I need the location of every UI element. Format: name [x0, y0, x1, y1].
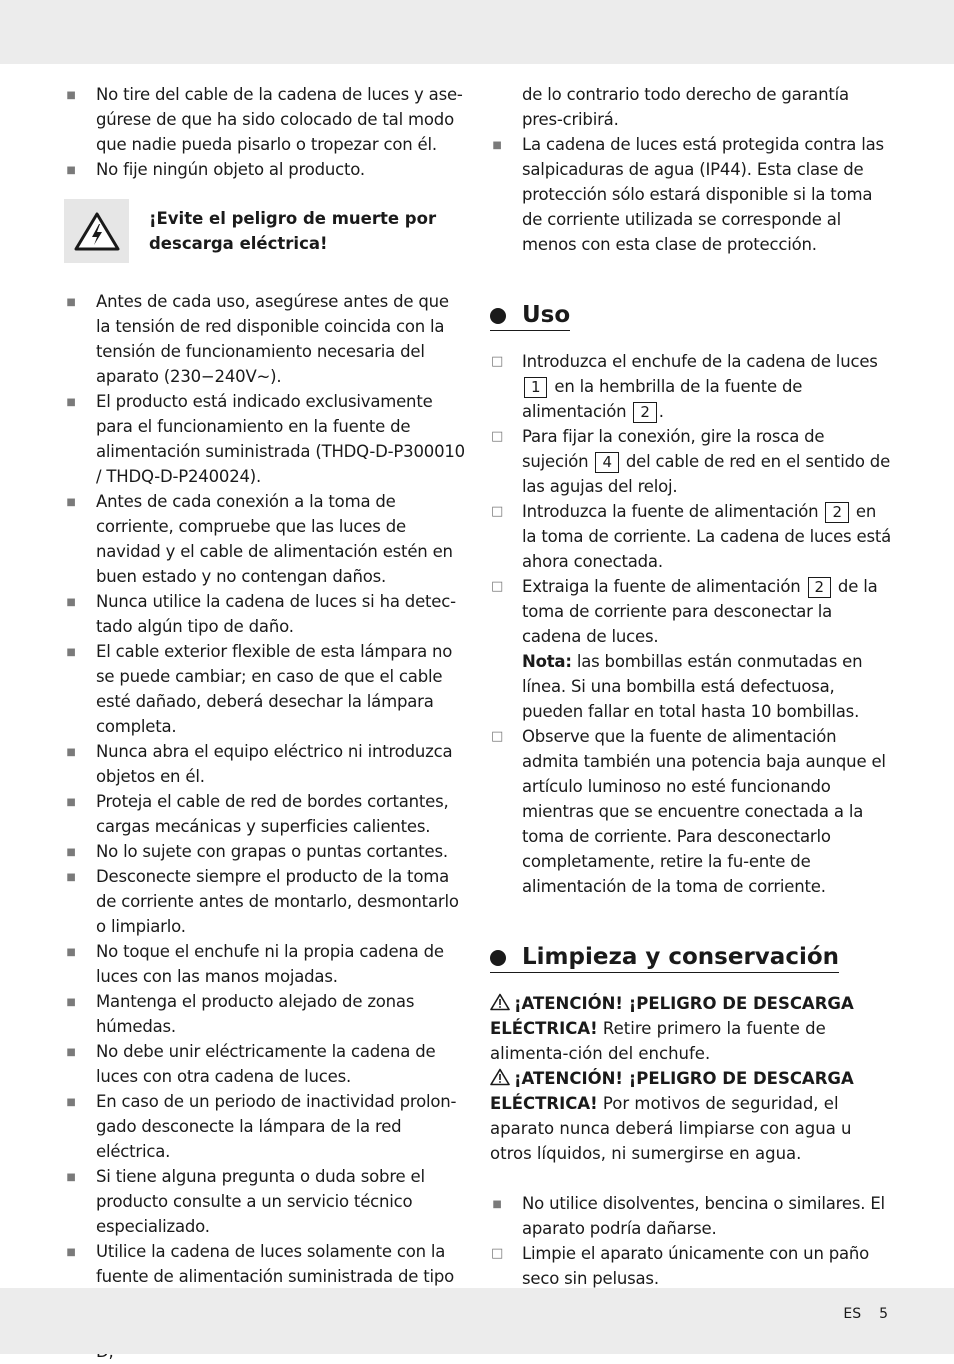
list-item: ■ Desconecte siempre el producto de la toma de corriente antes de montarlo, desmontarlo o limpiarlo. — [64, 864, 466, 939]
checkbox-icon — [490, 499, 504, 524]
checkbox-icon — [490, 1241, 504, 1266]
checkbox-icon — [490, 424, 504, 449]
cleaning-list — [490, 1191, 892, 1291]
step-item: □ Introduzca la fuente de alimentación 2 en la toma de corriente. La cadena de luces está ahora conectada. — [490, 499, 892, 574]
bullet-square-icon — [64, 589, 78, 615]
list-item: ■ No lo sujete con grapas o puntas cortantes. — [64, 839, 466, 864]
page-number: 5 — [879, 1306, 888, 1322]
top-bar — [0, 0, 954, 64]
bullet-square-icon — [64, 864, 78, 890]
bottom-bar — [0, 1288, 954, 1354]
list-item: ■ No tire del cable de la cadena de luces y ase-gúrese de que ha sido colocado de tal modo que nadie pueda pisarlo o tropezar con él. — [64, 82, 466, 157]
bullet-square-icon — [64, 839, 78, 865]
bullet-dot-icon — [490, 950, 506, 966]
page-footer — [825, 1306, 888, 1322]
high-voltage-warning-icon — [64, 199, 129, 263]
list-item: ■ Mantenga el producto alejado de zonas húmedas. — [64, 989, 466, 1039]
note-label: Nota: — [522, 652, 572, 671]
list-item: ■ No fije ningún objeto al producto. — [64, 157, 466, 182]
list-item: ■ No toque el enchufe ni la propia cadena de luces con las manos mojadas. — [64, 939, 466, 989]
part-number: 4 — [595, 452, 618, 473]
checkbox-icon — [490, 724, 504, 749]
list-item: ■ Utilice la cadena de luces solamente con la fuente de alimentación suministrada de tipo — [64, 1239, 466, 1364]
right-column — [490, 82, 892, 1291]
part-number: 2 — [808, 577, 831, 598]
bullet-square-icon — [64, 1239, 78, 1265]
bullet-square-icon — [64, 739, 78, 765]
step-item: □ Extraiga la fuente de alimentación 2 de la toma de corriente para desconectar la cadena de luces. Nota: las bombillas están conmutadas en línea. Si una bombilla está defectuosa, pueden fallar en total hasta 10 bombillas. — [490, 574, 892, 724]
bullet-square-icon — [64, 639, 78, 665]
warning-paragraph: ¡ATENCIÓN! ¡PELIGRO DE DESCARGA ELÉCTRICA! Por motivos de seguridad, el aparato nunca deberá limpiarse con agua u otros líquidos, ni sumergirse en agua. — [490, 1069, 854, 1163]
bullet-square-icon — [64, 1089, 78, 1115]
warning-triangle-icon — [490, 1068, 510, 1086]
electric-shock-warning — [64, 199, 466, 263]
list-item: ■ Nunca abra el equipo eléctrico ni introduzca objetos en él. — [64, 739, 466, 789]
checkbox-icon — [490, 349, 504, 374]
usage-steps — [490, 349, 892, 899]
list-item: ■ Nunca utilice la cadena de luces si ha detec-tado algún tipo de daño. — [64, 589, 466, 639]
list-item: ■ No utilice disolventes, bencina o similares. El aparato podría dañarse. — [490, 1191, 892, 1241]
step-item: □ Para fijar la conexión, gire la rosca de sujeción 4 del cable de red en el sentido de las agujas del reloj. — [490, 424, 892, 499]
safety-list-b — [64, 289, 466, 1364]
list-item: ■ Antes de cada uso, asegúrese antes de que la tensión de red disponible coincida con la tensión de funcionamiento necesaria del aparato (230−240V~). — [64, 289, 466, 389]
list-item: ■ Antes de cada conexión a la toma de corriente, compruebe que las luces de navidad y el cable de alimentación estén en buen estado y no contengan daños. — [64, 489, 466, 589]
bullet-square-icon — [64, 789, 78, 815]
safety-list-c — [490, 82, 892, 257]
language-code: ES — [843, 1306, 862, 1322]
bullet-dot-icon — [490, 308, 506, 324]
bullet-square-icon — [64, 289, 78, 315]
list-item: ■ En caso de un periodo de inactividad prolon-gado desconecte la lámpara de la red eléctrica. — [64, 1089, 466, 1164]
checkbox-icon — [490, 574, 504, 599]
bullet-square-icon — [64, 939, 78, 965]
list-item: ■ La cadena de luces está protegida contra las salpicaduras de agua (IP44). Esta clase de protección sólo estará disponible si la toma de corriente utilizada se corresponde al menos con esta clase de protección. — [490, 132, 892, 257]
step-item: □ Introduzca el enchufe de la cadena de luces 1 en la hembrilla de la fuente de alimentación 2 . — [490, 349, 892, 424]
step-item: □ Observe que la fuente de alimentación admita también una potencia baja aunque el artículo luminoso no esté funcionando mientras que se encuentre conectada a la toma de corriente. Para desconectarlo completamente, retire la fu-ente de alimentación de la toma de corriente. — [490, 724, 892, 899]
section-heading-uso: Uso — [490, 303, 570, 331]
bullet-square-icon — [64, 1039, 78, 1065]
bullet-square-icon — [64, 82, 78, 108]
part-number: 2 — [825, 502, 848, 523]
bullet-square-icon — [64, 489, 78, 515]
warning-title: ¡Evite el peligro de muerte por descarga eléctrica! — [149, 209, 437, 253]
step-item: □ Limpie el aparato únicamente con un paño seco sin pelusas. — [490, 1241, 892, 1291]
bullet-square-icon — [64, 989, 78, 1015]
part-number: 2 — [633, 402, 656, 423]
bullet-square-icon — [64, 389, 78, 415]
list-item-continuation: de lo contrario todo derecho de garantía pres-cribirá. — [522, 85, 849, 129]
section-heading-limpieza: Limpieza y conservación — [490, 945, 839, 973]
list-item: ■ No debe unir eléctricamente la cadena de luces con otra cadena de luces. — [64, 1039, 466, 1089]
bullet-square-icon — [490, 1191, 504, 1217]
bullet-square-icon — [490, 132, 504, 158]
list-item: ■ El cable exterior flexible de esta lámpara no se puede cambiar; en caso de que el cable esté dañado, deberá desechar la lámpara completa. — [64, 639, 466, 739]
bullet-square-icon — [64, 157, 78, 183]
left-column — [64, 82, 466, 1364]
bullet-square-icon — [64, 1164, 78, 1190]
part-number: 1 — [524, 377, 547, 398]
list-item: ■ Si tiene alguna pregunta o duda sobre el producto consulte a un servicio técnico especializado. — [64, 1164, 466, 1239]
warning-triangle-icon — [490, 993, 510, 1011]
list-item: ■ El producto está indicado exclusivamente para el funcionamiento en la fuente de alimentación suministrada (THDQ-D-P300010 / THDQ-D-P240024). — [64, 389, 466, 489]
safety-list-a — [64, 82, 466, 182]
warning-paragraph: ¡ATENCIÓN! ¡PELIGRO DE DESCARGA ELÉCTRICA! Retire primero la fuente de alimenta-ción del enchufe. — [490, 994, 854, 1063]
list-item: ■ Proteja el cable de red de bordes cortantes, cargas mecánicas y superficies calientes. — [64, 789, 466, 839]
